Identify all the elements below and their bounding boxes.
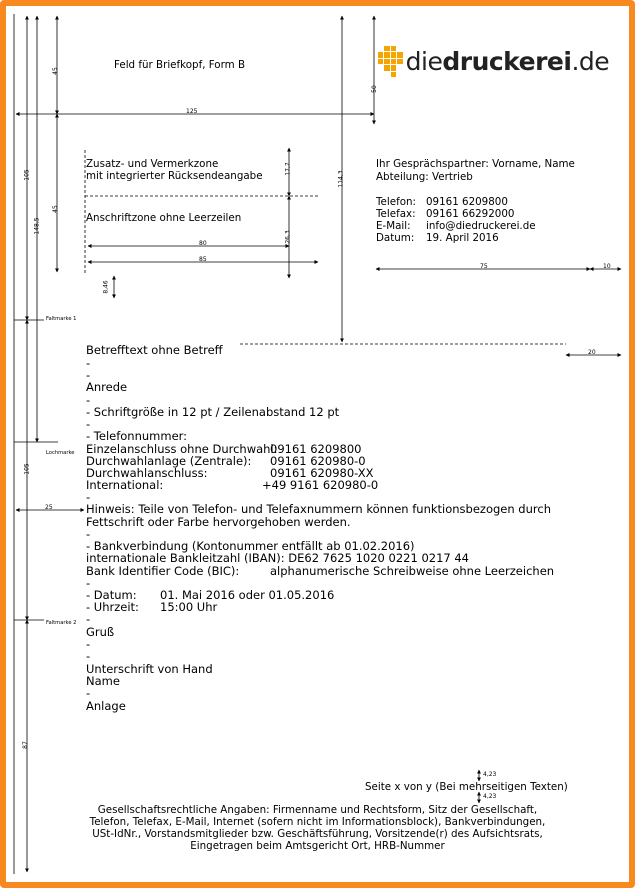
zusatz-zone-line2: mit integrierter Rücksendeangabe	[86, 170, 263, 182]
time-label: - Uhrzeit:	[86, 600, 139, 614]
logo-mark-square	[391, 65, 396, 70]
logo-mark-square	[397, 65, 402, 70]
letterhead-label: Feld für Briefkopf, Form B	[114, 59, 246, 71]
dim-label-17: 17,7	[284, 162, 292, 176]
phone-row-value: 09161 620980-0	[270, 454, 366, 468]
logo-mark-square	[397, 46, 402, 51]
info-date: 19. April 2016	[426, 232, 499, 244]
anschrift-zone-label: Anschriftzone ohne Leerzeilen	[86, 212, 242, 224]
logo-text-part1: die	[405, 47, 443, 77]
phone-row-value: 09161 620980-XX	[270, 466, 374, 480]
dim-label-114: 114,3	[337, 170, 345, 188]
phone-row-label: Durchwahlanschluss:	[86, 466, 208, 480]
info-email: info@diedruckerei.de	[426, 220, 536, 232]
info-contact: Ihr Gesprächspartner: Vorname, Name	[376, 158, 575, 170]
zusatz-zone-line1: Zusatz- und Vermerkzone	[86, 158, 219, 170]
bank-heading: - Bankverbindung (Kontonummer entfällt ab 01.02.2016)	[86, 539, 415, 553]
dim-label-85: 85	[199, 256, 207, 263]
logo-mark-square	[391, 46, 396, 51]
time-value: 15:00 Uhr	[160, 600, 218, 614]
dim-label-25: 25	[45, 504, 53, 511]
dim-label-50: 50	[370, 85, 378, 93]
name-line: Name	[86, 674, 120, 688]
logo-mark-square	[397, 59, 402, 64]
logo-mark-square	[384, 72, 389, 77]
page-number-note: Seite x von y (Bei mehrseitigen Texten)	[365, 781, 568, 793]
signature-line: Unterschrift von Hand	[86, 662, 213, 676]
logo-text-part2: druckerei	[442, 47, 572, 77]
date-value: 01. Mai 2016 oder 01.05.2016	[160, 588, 335, 602]
info-email-label: E-Mail:	[376, 220, 411, 232]
logo-mark-square	[391, 52, 396, 57]
phone-row-label: Einzelanschluss ohne Durchwahl:	[86, 442, 278, 456]
bic-value: alphanumerische Schreibweise ohne Leerzeichen	[270, 564, 555, 578]
closing: Gruß	[86, 625, 115, 639]
logo-mark-square	[378, 52, 383, 57]
dim-label-80: 80	[199, 240, 207, 247]
logo-mark-icon	[378, 46, 403, 77]
logo-mark-square	[384, 65, 389, 70]
greeting: Anrede	[86, 380, 128, 394]
dim-label-87: 87	[21, 741, 29, 749]
dash-line: -	[86, 417, 91, 431]
legal-line1: Gesellschaftsrechtliche Angaben: Firmenname und Rechtsform, Sitz der Gesellschaft,	[97, 804, 538, 816]
date-label: - Datum:	[86, 588, 137, 602]
logo-text	[406, 47, 610, 76]
logo-mark-square	[378, 65, 383, 70]
info-phone-label: Telefon:	[376, 196, 416, 208]
hint-line1: Hinweis: Teile von Telefon- und Telefaxnummern können funktionsbezogen durch	[86, 502, 551, 516]
bic-label: Bank Identifier Code (BIC):	[86, 564, 240, 578]
dim-label-45b: 45	[51, 205, 59, 213]
dash-line: -	[86, 612, 91, 626]
dash-line: -	[86, 368, 91, 382]
attachment-line: Anlage	[86, 699, 126, 713]
dim-label-105: 105	[23, 169, 31, 181]
dim-label-20: 20	[588, 349, 596, 356]
legal-line4: Eingetragen beim Amtsgericht Ort, HRB-Nummer	[190, 840, 445, 852]
phone-row-label: Durchwahlanlage (Zentrale):	[86, 454, 252, 468]
dim-label-105b: 105	[23, 463, 31, 475]
logo-mark-square	[397, 52, 402, 57]
font-size-note: - Schriftgröße in 12 pt / Zeilenabstand 12 pt	[86, 405, 340, 419]
logo-mark-square	[397, 72, 402, 77]
legal-line2: Telefon, Telefax, E-Mail, Internet (sofern nicht im Informationsblock), Bankverbindungen,	[89, 816, 546, 828]
iban-line: internationale Bankleitzahl (IBAN): DE62 7625 1020 0221 0217 44	[86, 551, 469, 565]
dim-label-423b: 4,23	[483, 793, 497, 800]
logo-mark-square	[378, 59, 383, 64]
loch-label: Lochmarke	[46, 450, 75, 456]
dash-line: -	[86, 527, 91, 541]
dim-label-45a: 45	[51, 67, 59, 75]
logo-mark-square	[384, 52, 389, 57]
dim-label-148: 148,5	[33, 217, 41, 235]
dash-line: -	[86, 393, 91, 407]
falz2-label: Faltmarke 2	[46, 620, 77, 626]
phone-row-value: +49 9161 620980-0	[262, 478, 379, 492]
info-phone: 09161 6209800	[426, 196, 508, 208]
subject-line: Betrefftext ohne Betreff	[86, 343, 223, 357]
legal-line3: USt-IdNr., Vorstandsmitglieder bzw. Geschäftsführung, Vorsitzende(r) des Aufsichtsrats,	[92, 828, 543, 840]
logo-mark-square	[384, 46, 389, 51]
dash-line: -	[86, 686, 91, 700]
logo-mark-square	[378, 72, 383, 77]
logo-mark-square	[378, 46, 383, 51]
dim-label-846: 8,46	[102, 280, 110, 294]
logo-mark-square	[391, 59, 396, 64]
phone-numbers-heading: - Telefonnummer:	[86, 429, 188, 443]
phone-row-value: 09161 6209800	[270, 442, 362, 456]
logo-mark-square	[391, 72, 396, 77]
dim-label-10: 10	[603, 263, 611, 270]
info-fax-label: Telefax:	[376, 208, 416, 220]
logo-text-part3: .de	[571, 47, 610, 77]
info-date-label: Datum:	[376, 232, 415, 244]
company-logo	[378, 46, 609, 77]
phone-row-label: International:	[86, 478, 164, 492]
dash-line: -	[86, 576, 91, 590]
dim-label-423a: 4,23	[483, 771, 497, 778]
dash-line: -	[86, 356, 91, 370]
dim-label-125: 125	[186, 108, 198, 115]
hint-line2: Fettschrift oder Farbe hervorgehoben werden.	[86, 515, 351, 529]
info-department: Abteilung: Vertrieb	[376, 171, 473, 183]
dash-line: -	[86, 649, 91, 663]
dim-label-26: 26,3	[284, 230, 292, 244]
falz1-label: Faltmarke 1	[46, 316, 77, 322]
dash-line: -	[86, 490, 91, 504]
logo-mark-square	[384, 59, 389, 64]
dim-label-75: 75	[480, 263, 488, 270]
info-fax: 09161 66292000	[426, 208, 515, 220]
dash-line: -	[86, 637, 91, 651]
